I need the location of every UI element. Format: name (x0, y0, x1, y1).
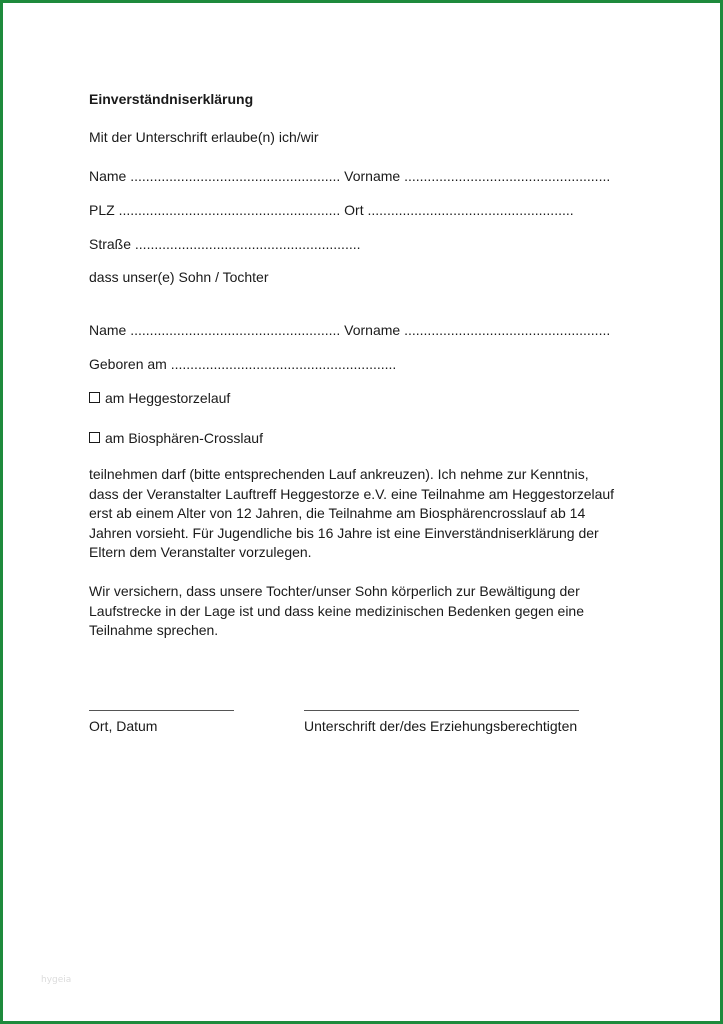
health-declaration-paragraph (89, 582, 659, 641)
checkbox-biosphaeren-crosslauf[interactable] (89, 432, 100, 443)
place-date-signature-line[interactable] (89, 710, 234, 711)
child-intro-text: dass unser(e) Sohn / Tochter (89, 269, 269, 285)
consent-paragraph-line: Eltern dem Veranstalter vorzulegen. (89, 544, 312, 560)
parent-name-field[interactable]: Name ...................................................... Vorname ..................................................... (89, 168, 611, 184)
option-heggestorzelauf-label: am Heggestorzelauf (105, 390, 231, 406)
guardian-signature-line[interactable] (304, 710, 579, 711)
health-declaration-line: Laufstrecke in der Lage ist und dass keine medizinischen Bedenken gegen eine (89, 602, 584, 619)
option-biosphaeren-crosslauf[interactable] (89, 429, 263, 447)
consent-paragraph-line: teilnehmen darf (bitte entsprechenden Lauf ankreuzen). Ich nehme zur Kenntnis, (89, 466, 589, 482)
checkbox-heggestorzelauf[interactable] (89, 392, 100, 403)
document-title: Einverständniserklärung (89, 91, 254, 107)
health-declaration-line: Teilnahme sprechen. (89, 622, 219, 638)
watermark: hygeia (41, 975, 72, 985)
consent-paragraph-line: dass der Veranstalter Lauftreff Heggestorze e.V. eine Teilnahme am Heggestorzelauf (89, 485, 615, 502)
option-biosphaeren-crosslauf-label: am Biosphären-Crosslauf (105, 430, 263, 446)
parent-street-field[interactable]: Straße .......................................................... (89, 236, 361, 252)
place-date-label: Ort, Datum (89, 718, 158, 734)
consent-paragraph-line: Jahren vorsieht. Für Jugendliche bis 16 Jahre ist eine Einverständniserklärung der (89, 524, 599, 541)
consent-paragraph (89, 465, 659, 563)
child-name-field[interactable]: Name ...................................................... Vorname ..................................................... (89, 322, 611, 338)
guardian-signature-label: Unterschrift der/des Erziehungsberechtigten (304, 718, 578, 734)
option-heggestorzelauf[interactable] (89, 389, 230, 407)
health-declaration-line: Wir versichern, dass unsere Tochter/unser Sohn körperlich zur Bewältigung der (89, 583, 580, 599)
intro-text: Mit der Unterschrift erlaube(n) ich/wir (89, 129, 319, 145)
child-birthdate-field[interactable]: Geboren am .......................................................... (89, 356, 397, 372)
consent-paragraph-line: erst ab einem Alter von 12 Jahren, die Teilnahme am Biosphärencrosslauf ab 14 (89, 505, 586, 521)
parent-plz-field[interactable]: PLZ ......................................................... Ort ..................................................... (89, 202, 574, 218)
